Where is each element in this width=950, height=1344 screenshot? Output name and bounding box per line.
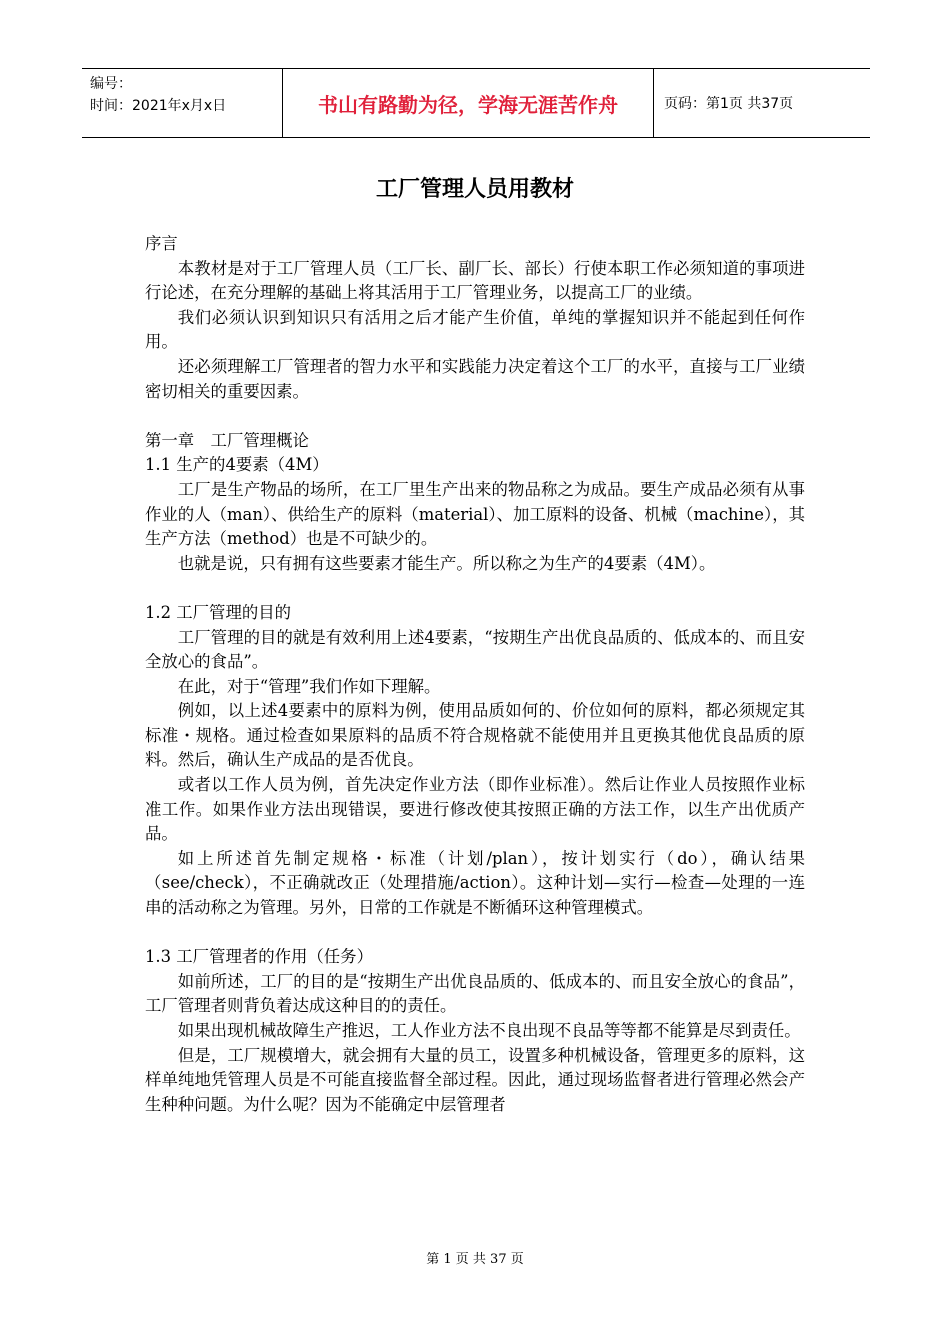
page-footer: 第 1 页 共 37 页 (426, 1252, 524, 1267)
paragraph: 但是，工厂规模增大，就会拥有大量的员工，设置多种机械设备，管理更多的原料，这样单纯地凭管理人员是不可能直接监督全部过程。因此，通过现场监督者进行管理必然会产生种种问题。为什么呢？因为不能确定中层管理者 (145, 1045, 805, 1114)
paragraph: 也就是说，只有拥有这些要素才能生产。所以称之为生产的4要素（4M）。 (177, 553, 716, 573)
document-body (145, 232, 805, 1117)
paragraph: 如前所述，工厂的目的是“按期生产出优良品质的、低成本的、而且安全放心的食品”，工厂管理者则背负着达成这种目的的责任。 (145, 971, 805, 1016)
paragraph: 工厂是生产物品的场所，在工厂里生产出来的物品称之为成品。要生产成品必须有从事作业的人（man）、供给生产的原料（material）、加工原料的设备、机械（machine），其生产方法（method）也是不可缺少的。 (145, 479, 805, 549)
paragraph: 如果出现机械故障生产推迟，工人作业方法不良出现不良品等等都不能算是尽到责任。 (177, 1021, 801, 1040)
header-motto: 书山有路勤为径，学海无涯苦作舟 (282, 69, 654, 137)
section-heading: 1.1 生产的4要素（4M） (145, 455, 329, 475)
paragraph: 我们必须认识到知识只有活用之后才能产生价值，单纯的掌握知识并不能起到任何作用。 (145, 307, 805, 352)
section-heading: 1.2 工厂管理的目的 (145, 602, 292, 622)
page-header (82, 68, 870, 138)
paragraph: 在此，对于“管理”我们作如下理解。 (177, 676, 441, 696)
document-title: 工厂管理人员用教材 (375, 177, 574, 202)
paragraph: 还必须理解工厂管理者的智力水平和实践能力决定着这个工厂的水平，直接与工厂业绩密切相关的重要因素。 (145, 356, 805, 401)
paragraph: 例如，以上述4要素中的原料为例，使用品质如何的、价位如何的原料，都必须规定其标准・规格。通过检查如果原料的品质不符合规格就不能使用并且更换其他优良品质的原料。然后，确认生产成品的是否优良。 (145, 701, 805, 770)
header-page-info: 页码：第1页 共37页 (664, 96, 794, 112)
paragraph: 如上所述首先制定规格・标准（计划/plan），按计划实行（do），确认结果（see/check），不正确就改正（处理措施/action）。这种计划—实行—检查—处理的一连串的活动称之为管理。另外，日常的工作就是不断循环这种管理模式。 (145, 848, 805, 918)
header-meta (82, 69, 282, 137)
chapter-heading: 第一章 工厂管理概论 (145, 430, 309, 450)
paragraph: 或者以工作人员为例，首先决定作业方法（即作业标准）。然后让作业人员按照作业标准工作。如果作业方法出现错误，要进行修改使其按照正确的方法工作，以生产出优质产品。 (145, 775, 805, 844)
doc-date-label: 时间：2021年x月x日 (90, 98, 227, 114)
paragraph: 本教材是对于工厂管理人员（工厂长、副厂长、部长）行使本职工作必须知道的事项进行论述，在充分理解的基础上将其活用于工厂管理业务，以提高工厂的业绩。 (145, 258, 805, 303)
doc-number-label: 编号： (90, 76, 132, 92)
preface-heading: 序言 (145, 234, 178, 253)
section-heading: 1.3 工厂管理者的作用（任务） (145, 947, 373, 967)
paragraph: 工厂管理的目的就是有效利用上述4要素，“按期生产出优良品质的、低成本的、而且安全放心的食品”。 (145, 627, 805, 672)
